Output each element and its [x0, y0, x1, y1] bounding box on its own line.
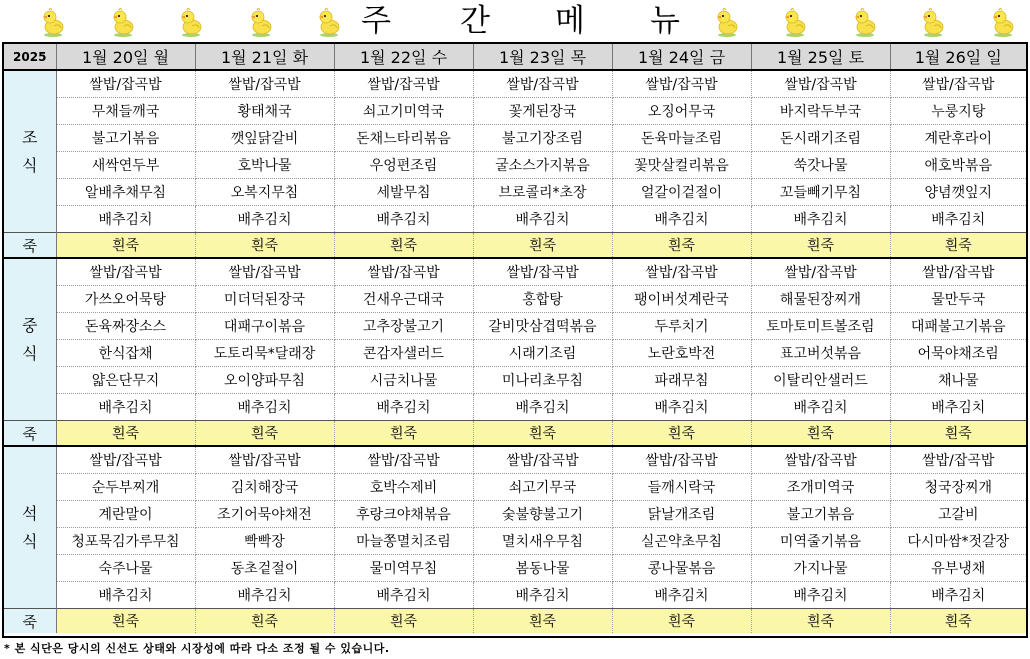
menu-item: 배추김치	[751, 394, 890, 421]
duckling-icon	[990, 6, 1016, 38]
breakfast-label-char: 식	[22, 155, 38, 175]
menu-item: 배추김치	[931, 588, 986, 604]
menu-item: 멸치새우무침	[473, 528, 612, 555]
menu-item: 호박나물	[195, 152, 334, 179]
menu-item: 도토리묵*달래장	[195, 340, 334, 367]
menu-item: 불고기볶음	[56, 125, 195, 152]
title-char-1: 주	[361, 3, 391, 39]
lunch-row	[4, 313, 1026, 340]
menu-item: 쌀밥/잡곡밥	[195, 70, 334, 98]
dinner-row	[4, 446, 1026, 474]
menu-item: 배추김치	[334, 394, 473, 421]
day-header-thu: 1월 23일 목	[473, 44, 612, 70]
title-char-2: 간	[460, 3, 490, 39]
menu-item: 배추김치	[473, 206, 612, 233]
menu-item: 김치해장국	[195, 474, 334, 501]
lunch-juk-row	[4, 421, 1026, 447]
menu-item: 배추김치	[612, 206, 751, 233]
menu-item: 조기어묵야채전	[195, 501, 334, 528]
menu-item: 꼬들빼기무침	[751, 179, 890, 206]
menu-item: 쌀밥/잡곡밥	[56, 70, 195, 98]
duckling-icon	[782, 6, 808, 38]
menu-item: 이탈리안샐러드	[751, 367, 890, 394]
juk-item: 흰죽	[473, 609, 612, 634]
lunch-label	[4, 258, 56, 421]
menu-item: 배추김치	[473, 582, 612, 609]
menu-item: 쌀밥/잡곡밥	[195, 446, 334, 474]
menu-item: 표고버섯볶음	[751, 340, 890, 367]
menu-item: 숯불향불고기	[473, 501, 612, 528]
duckling-icon	[248, 6, 274, 38]
menu-item: 가지나물	[751, 555, 890, 582]
lunch-row	[4, 367, 1026, 394]
menu-item: 봄동나물	[473, 555, 612, 582]
menu-item: 애호박볶음	[890, 152, 1026, 179]
menu-item: 쌀밥/잡곡밥	[334, 258, 473, 286]
breakfast-juk-row	[4, 233, 1026, 259]
menu-item: 물만두국	[890, 286, 1026, 313]
footnote: * 본 식단은 당시의 신선도 상태와 시장성에 따라 다소 조정 될 수 있습니다.	[4, 642, 390, 655]
dinner-juk-row	[4, 609, 1026, 634]
dinner-label-char: 식	[22, 531, 38, 551]
menu-item: 양념깻잎지	[890, 179, 1026, 206]
breakfast-row	[4, 152, 1026, 179]
juk-item: 흰죽	[56, 609, 195, 634]
menu-item: 순두부찌개	[56, 474, 195, 501]
menu-item: 미나리초무침	[473, 367, 612, 394]
day-header-sat: 1월 25일 토	[751, 44, 890, 70]
lunch-row	[4, 340, 1026, 367]
menu-item: 닭날개조림	[612, 501, 751, 528]
juk-label: 죽	[4, 233, 56, 259]
menu-item: 쌀밥/잡곡밥	[334, 446, 473, 474]
menu-item: 배추김치	[612, 582, 751, 609]
menu-item: 후랑크야채볶음	[334, 501, 473, 528]
menu-item: 쇠고기미역국	[334, 98, 473, 125]
menu-item: 배추김치	[195, 206, 334, 233]
duckling-icon	[920, 6, 946, 38]
menu-item: 고갈비	[890, 501, 1026, 528]
lunch-row	[4, 394, 1026, 421]
menu-item: 쌀밥/잡곡밥	[890, 258, 1026, 286]
menu-item: 해물된장찌개	[751, 286, 890, 313]
menu-item: 대패불고기볶음	[890, 313, 1026, 340]
year-label: 2025	[4, 44, 56, 70]
menu-item: 배추김치	[195, 394, 334, 421]
menu-item: 불고기장조림	[473, 125, 612, 152]
menu-item: 팽이버섯계란국	[612, 286, 751, 313]
menu-item: 쌀밥/잡곡밥	[890, 70, 1026, 98]
day-header-mon: 1월 20일 월	[56, 44, 195, 70]
menu-item: 바지락두부국	[751, 98, 890, 125]
juk-item: 흰죽	[751, 609, 890, 634]
menu-item: 굴소스가지볶음	[473, 152, 612, 179]
menu-item: 실곤약초무침	[612, 528, 751, 555]
day-header-wed: 1월 22일 수	[334, 44, 473, 70]
lunch-label-char: 중	[22, 315, 38, 335]
menu-item: 쌀밥/잡곡밥	[751, 70, 890, 98]
juk-item: 흰죽	[612, 233, 751, 259]
menu-item: 쌀밥/잡곡밥	[612, 258, 751, 286]
menu-item: 콘감자샐러드	[334, 340, 473, 367]
menu-item: 돈채느타리볶음	[334, 125, 473, 152]
dinner-row	[4, 582, 1026, 609]
juk-item: 흰죽	[751, 421, 890, 447]
menu-item: 호박수제비	[334, 474, 473, 501]
menu-item: 오이양파무침	[195, 367, 334, 394]
juk-item: 흰죽	[195, 421, 334, 447]
menu-item: 세발무침	[334, 179, 473, 206]
dinner-row	[4, 474, 1026, 501]
lunch-row	[4, 286, 1026, 313]
juk-label: 죽	[4, 421, 56, 447]
breakfast-row	[4, 179, 1026, 206]
menu-item: 쌀밥/잡곡밥	[56, 258, 195, 286]
menu-item: 토마토미트볼조림	[751, 313, 890, 340]
menu-item: 오징어무국	[612, 98, 751, 125]
menu-item: 배추김치	[334, 582, 473, 609]
menu-item: 파래무침	[612, 367, 751, 394]
day-header-tue: 1월 21일 화	[195, 44, 334, 70]
menu-item: 마늘쫑멸치조림	[334, 528, 473, 555]
menu-item: 시래기조림	[473, 340, 612, 367]
juk-item: 흰죽	[612, 609, 751, 634]
menu-item: 배추김치	[56, 394, 195, 421]
juk-item: 흰죽	[612, 421, 751, 447]
duckling-icon	[714, 6, 740, 38]
menu-item: 깻잎닭갈비	[195, 125, 334, 152]
menu-item: 물미역무침	[334, 555, 473, 582]
menu-item: 쌀밥/잡곡밥	[195, 258, 334, 286]
lunch-row	[4, 258, 1026, 286]
menu-item: 계란후라이	[890, 125, 1026, 152]
breakfast-row	[4, 206, 1026, 233]
menu-item: 어묵야채조림	[890, 340, 1026, 367]
menu-item: 동초겉절이	[195, 555, 334, 582]
menu-item: 쌀밥/잡곡밥	[612, 70, 751, 98]
menu-item: 노란호박전	[612, 340, 751, 367]
menu-item: 홍합탕	[473, 286, 612, 313]
menu-item: 콩나물볶음	[612, 555, 751, 582]
menu-item: 숙주나물	[56, 555, 195, 582]
breakfast-row	[4, 125, 1026, 152]
title-char-4: 뉴	[650, 3, 680, 39]
juk-item: 흰죽	[334, 421, 473, 447]
menu-item: 브로콜리*초장	[473, 179, 612, 206]
menu-item: 새싹연두부	[56, 152, 195, 179]
menu-item: 쌀밥/잡곡밥	[56, 446, 195, 474]
juk-item: 흰죽	[890, 233, 1026, 259]
duckling-icon	[110, 6, 136, 38]
menu-item: 한식잡채	[56, 340, 195, 367]
menu-item: 미역줄기볶음	[751, 528, 890, 555]
menu-item: 누룽지탕	[890, 98, 1026, 125]
menu-item: 가쓰오어묵탕	[56, 286, 195, 313]
menu-item: 계란말이	[56, 501, 195, 528]
menu-item: 배추김치	[751, 206, 890, 233]
dinner-label	[4, 446, 56, 609]
breakfast-row	[4, 98, 1026, 125]
menu-item: 배추김치	[195, 582, 334, 609]
juk-item: 흰죽	[751, 233, 890, 259]
menu-item: 얼갈이겉절이	[612, 179, 751, 206]
menu-item: 대패구이볶음	[195, 313, 334, 340]
menu-item: 쌀밥/잡곡밥	[473, 446, 612, 474]
title-band	[0, 0, 1030, 42]
menu-item: 빡빡장	[195, 528, 334, 555]
menu-item: 배추김치	[612, 394, 751, 421]
menu-item: 배추김치	[751, 582, 890, 609]
menu-item: 쌀밥/잡곡밥	[473, 258, 612, 286]
menu-item: 청국장찌개	[890, 474, 1026, 501]
header-row	[4, 44, 1026, 70]
breakfast-label	[4, 70, 56, 233]
lunch-label-char: 식	[22, 343, 38, 363]
menu-item: 쌀밥/잡곡밥	[751, 446, 890, 474]
menu-item: 꽃맛살컬리볶음	[612, 152, 751, 179]
menu-item: 유부냉채	[890, 555, 1026, 582]
menu-item: 꽃게된장국	[473, 98, 612, 125]
duckling-icon	[178, 6, 204, 38]
duckling-icon	[40, 6, 66, 38]
menu-item: 알배추채무침	[56, 179, 195, 206]
menu-item: 배추김치	[931, 212, 986, 228]
dinner-row	[4, 501, 1026, 528]
menu-item: 들깨시락국	[612, 474, 751, 501]
juk-item: 흰죽	[56, 421, 195, 447]
juk-item: 흰죽	[195, 609, 334, 634]
dinner-row	[4, 555, 1026, 582]
menu-item: 불고기볶음	[751, 501, 890, 528]
duckling-icon	[316, 6, 342, 38]
menu-item: 조개미역국	[751, 474, 890, 501]
juk-item: 흰죽	[890, 421, 1026, 447]
juk-item: 흰죽	[473, 421, 612, 447]
menu-item: 쌀밥/잡곡밥	[334, 70, 473, 98]
juk-item: 흰죽	[473, 233, 612, 259]
menu-item: 고추장불고기	[334, 313, 473, 340]
menu-item: 무채들깨국	[56, 98, 195, 125]
juk-item: 흰죽	[334, 233, 473, 259]
juk-item: 흰죽	[890, 609, 1026, 634]
menu-item: 다시마쌈*젓갈장	[890, 528, 1026, 555]
menu-item: 시금치나물	[334, 367, 473, 394]
weekly-menu-table	[2, 42, 1028, 638]
dinner-label-char: 석	[22, 503, 38, 523]
menu-item: 갈비맛삼겹떡볶음	[473, 313, 612, 340]
juk-item: 흰죽	[195, 233, 334, 259]
menu-item: 얇은단무지	[56, 367, 195, 394]
menu-item: 채나물	[890, 367, 1026, 394]
menu-item: 배추김치	[334, 206, 473, 233]
menu-item: 돈육마늘조림	[612, 125, 751, 152]
menu-item: 두루치기	[612, 313, 751, 340]
duckling-icon	[852, 6, 878, 38]
breakfast-row	[4, 70, 1026, 98]
menu-item: 배추김치	[931, 400, 986, 416]
breakfast-label-char: 조	[22, 127, 38, 147]
menu-item: 돈육짜장소스	[56, 313, 195, 340]
menu-item: 건새우근대국	[334, 286, 473, 313]
title-char-3: 메	[555, 3, 585, 39]
menu-item: 배추김치	[56, 582, 195, 609]
menu-item: 쇠고기무국	[473, 474, 612, 501]
menu-item: 배추김치	[473, 394, 612, 421]
day-header-sun: 1월 26일 일	[890, 44, 1026, 70]
menu-item: 쌀밥/잡곡밥	[473, 70, 612, 98]
juk-item: 흰죽	[56, 233, 195, 259]
menu-item: 쑥갓나물	[751, 152, 890, 179]
menu-item: 청포묵김가루무침	[56, 528, 195, 555]
juk-label: 죽	[4, 609, 56, 634]
menu-item: 우엉편조림	[334, 152, 473, 179]
menu-item: 쌀밥/잡곡밥	[890, 446, 1026, 474]
menu-item: 배추김치	[56, 206, 195, 233]
menu-item: 황태채국	[195, 98, 334, 125]
day-header-fri: 1월 24일 금	[612, 44, 751, 70]
dinner-row	[4, 528, 1026, 555]
menu-item: 오복지무침	[195, 179, 334, 206]
menu-item: 쌀밥/잡곡밥	[612, 446, 751, 474]
juk-item: 흰죽	[334, 609, 473, 634]
menu-item: 쌀밥/잡곡밥	[751, 258, 890, 286]
menu-item: 돈시래기조림	[751, 125, 890, 152]
menu-item: 미더덕된장국	[195, 286, 334, 313]
